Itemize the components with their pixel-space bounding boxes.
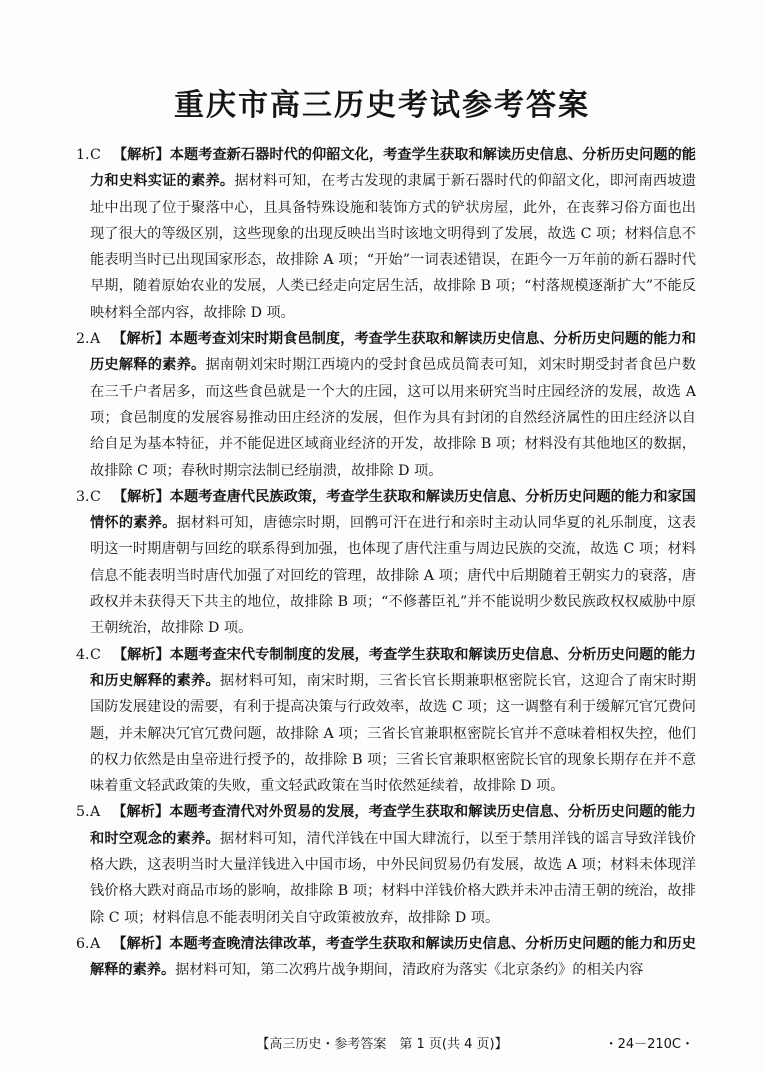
answer-letter: C (90, 147, 101, 163)
analysis-lead: 本题考查宋代专制制度的发展，考查学生获取和解读历史信息、分析历史问题的能力和历史解释的素养。 (90, 646, 696, 689)
answer-item-6 (76, 931, 696, 984)
answer-item-4 (76, 642, 696, 800)
answer-letter: A (90, 804, 101, 821)
analysis-lead: 本题考查刘宋时期食邑制度，考查学生获取和解读历史信息、分析历史问题的能力和历史解释的素养。 (90, 331, 696, 374)
item-number: 6. (76, 935, 90, 952)
answer-item-5 (76, 799, 696, 930)
footer-exam-code: ・24－210C・ (604, 1037, 694, 1052)
answer-letter: A (90, 331, 101, 348)
analysis-lead: 本题考查唐代民族政策，考查学生获取和解读历史信息、分析历史问题的能力和家国情怀的素养。 (90, 488, 696, 532)
item-number: 5. (76, 804, 90, 821)
analysis-body: 据材料可知，在考古发现的隶属于新石器时代的仰韶文化，即河南西坡遗址中出现了位于聚落中心，且具备特殊设施和装饰方式的铲状房屋，此外，在丧葬习俗方面也出现了很大的等级区别，这些现象的出现反映出当时该地文明得到了发展，故选 C 项；材料信息不能表明当时已出现国家形态，故排除 A 项；“开始”一词表述错误，在距今一万年前的新石器时代早期，随着原始农业的发展，人类已经走向定居生活，故排除 B 项；“村落规模逐渐扩大”不能反映材料全部内容，故排除 D 项。 (90, 173, 696, 321)
analysis-lead: 本题考查晚清法律改革，考查学生获取和解读历史信息、分析历史问题的能力和历史解释的素养。 (90, 935, 696, 979)
analysis-tag: 【解析】 (112, 935, 170, 952)
answer-item-2 (76, 326, 696, 484)
item-number: 1. (76, 147, 90, 163)
analysis-body: 据材料可知，清代洋钱在中国大肆流行，以至于禁用洋钱的谣言导致洋钱价格大跌，这表明当时大量洋钱进入中国市场，中外民间贸易仍有发展，故选 A 项；材料未体现洋钱价格大跌对商品市场的影响，故排除 B 项；材料中洋钱价格大跌并未冲击清王朝的统治，故排除 C 项；材料信息不能表明闭关自守政策被放弃，故排除 D 项。 (90, 830, 696, 926)
analysis-tag: 【解析】 (112, 646, 170, 663)
analysis-tag: 【解析】 (112, 331, 170, 348)
answer-letter: C (90, 646, 101, 663)
analysis-lead: 本题考查新石器时代的仰韶文化，考查学生获取和解读历史信息、分析历史问题的能力和史料实证的素养。 (90, 147, 696, 190)
answer-letter: A (90, 935, 101, 952)
answer-list (76, 142, 696, 984)
analysis-body: 据材料可知，唐德宗时期，回鹘可汗在进行和亲时主动认同华夏的礼乐制度，这表明这一时期唐朝与回纥的联系得到加强，也体现了唐代注重与周边民族的交流，故选 C 项；材料信息不能表明当时唐代加强了对回纥的管理，故排除 A 项；唐代中后期随着王朝实力的衰落，唐政权并未获得天下共主的地位，故排除 B 项；“不修蕃臣礼”并不能说明少数民族政权权威胁中原王朝统治，故排除 D 项。 (90, 515, 696, 637)
analysis-lead: 本题考查清代对外贸易的发展，考查学生获取和解读历史信息、分析历史问题的能力和时空观念的素养。 (90, 804, 696, 847)
analysis-tag: 【解析】 (112, 147, 170, 163)
analysis-body: 据材料可知，南宋时期，三省长官长期兼职枢密院长官，这迎合了南宋时期国防发展建设的需要，有利于提高决策与行政效率，故选 C 项；这一调整有利于缓解冗官冗费问题，并未解决冗官冗费问题，故排除 A 项；三省长官兼职枢密院长官并不意味着相权失控，他们的权力依然是由皇帝进行授予的，故排除 B 项；三省长官兼职枢密院长官的现象长期存在并不意味着重文轻武政策的失败，重文轻武政策在当时依然延续着，故排除 D 项。 (90, 672, 696, 795)
analysis-tag: 【解析】 (112, 488, 170, 505)
footer-page-info: 【高三历史・参考答案 第 1 页(共 4 页)】 (256, 1037, 508, 1052)
item-number: 4. (76, 646, 90, 663)
analysis-body: 据南朝刘宋时期江西境内的受封食邑成员简表可知，刘宋时期受封者食邑户数在三千户者居多，而这些食邑就是一个大的庄园，这可以用来研究当时庄园经济的发展，故选 A 项；食邑制度的发展容易推动田庄经济的发展，但作为具有封闭的自然经济属性的田庄经济以自给自足为基本特征，并不能促进区域商业经济的开发，故排除 B 项；材料没有其他地区的数据，故排除 C 项；春秋时期宗法制已经崩溃，故排除 D 项。 (90, 357, 696, 479)
item-number: 2. (76, 331, 90, 348)
answer-letter: C (90, 488, 101, 505)
page-title: 重庆市高三历史考试参考答案 (174, 88, 590, 123)
analysis-tag: 【解析】 (112, 804, 170, 821)
answer-item-3 (76, 484, 696, 642)
analysis-body: 据材料可知，第二次鸦片战争期间，清政府为落实《北京条约》的相关内容 (175, 962, 644, 979)
item-number: 3. (76, 488, 90, 505)
answer-item-1 (76, 142, 696, 326)
